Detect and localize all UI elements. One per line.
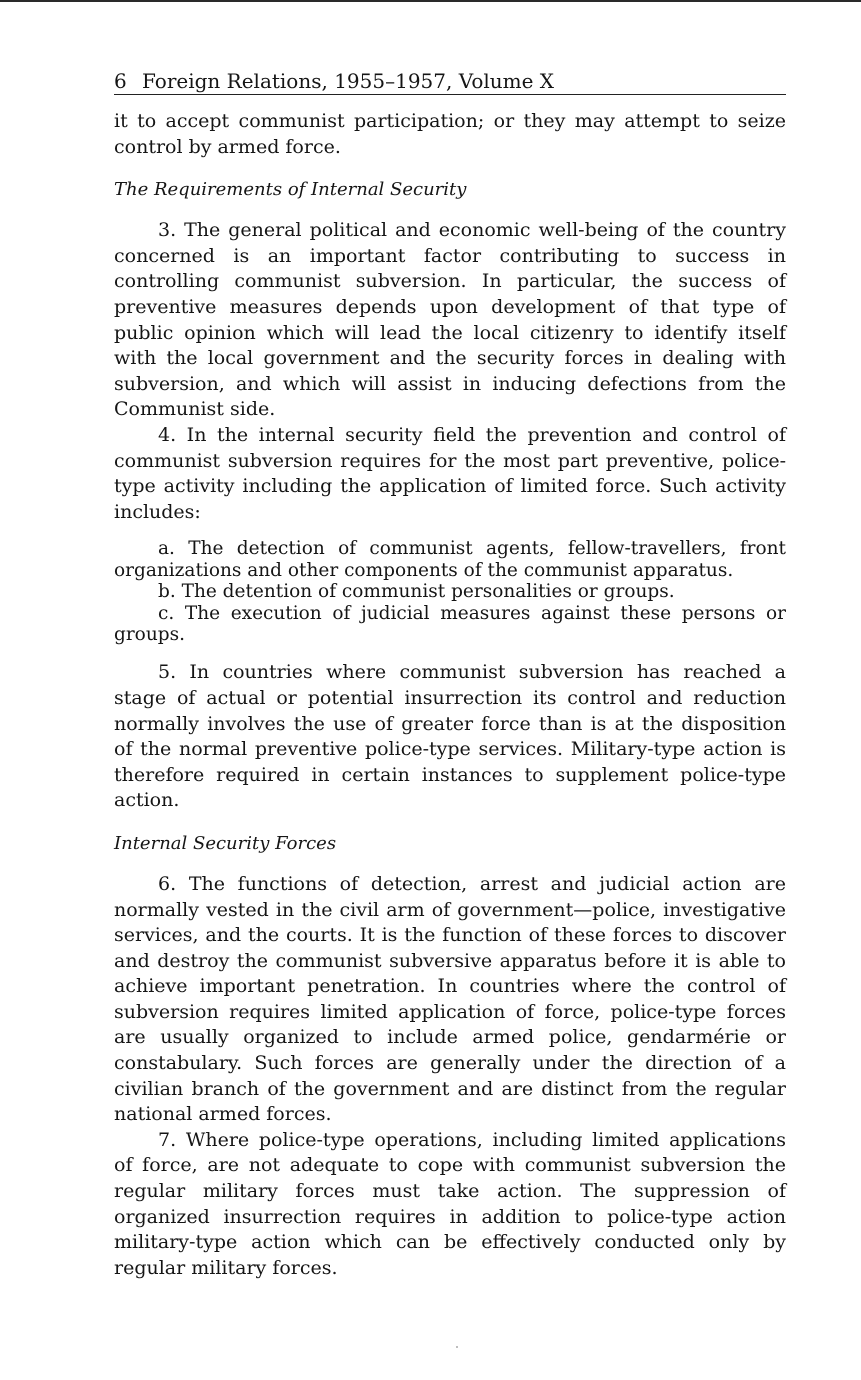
list-item-b: b. The detention of communist personalities or groups. [158, 581, 675, 603]
top-border-line [0, 0, 861, 2]
continuation-paragraph: it to accept communist participation; or they may attempt to seize control by armed force. [114, 110, 786, 158]
paragraph-5: 5. In countries where communist subversion has reached a stage of actual or potential insurrection its control and reduction normally involves the use of greater force than is at the disposition of the normal preventive police-type services. Military-type action is therefore required in certain instances to supplement police-type action. [114, 661, 786, 812]
section-heading-internal-security-requirements: The Requirements of Internal Security [114, 179, 467, 201]
page-number: 6 [114, 69, 127, 93]
document-page [114, 68, 786, 1281]
running-header [114, 68, 786, 95]
section-heading-internal-security-forces: Internal Security Forces [114, 832, 337, 854]
publication-title: Foreign Relations, 1955–1957, Volume X [142, 69, 555, 93]
paragraph-7: 7. Where police-type operations, including limited applications of force, are not adequate to cope with communist subversion the regular military forces must take action. The suppression of organized insurrection requires in addition to police-type action military-type action which can be effectively conducted only by regular military forces. [114, 1128, 786, 1279]
list-item-a: a. The detection of communist agents, fellow-travellers, front organizations and other components of the communist apparatus. [114, 538, 786, 581]
paragraph-3: 3. The general political and economic well-being of the country concerned is an important factor contributing to success in controlling communist subversion. In particular, the success of preventive measures depends upon development of that type of public opinion which will lead the local citizenry to identify itself with the local government and the security forces in dealing with subversion, and which will assist in inducing defections from the Communist side. [114, 219, 786, 421]
paragraph-6: 6. The functions of detection, arrest and judicial action are normally vested in the civil arm of government—police, investigative services, and the courts. It is the function of these forces to discover and destroy the communist subversive apparatus before it is able to achieve important penetration. In countries where the control of subversion requires limited application of force, police-type forces are usually organized to include armed police, gendarmérie or constabulary. Such forces are generally under the direction of a civilian branch of the government and are distinct from the regular national armed forces. [114, 872, 786, 1126]
list-item-c: c. The execution of judicial measures against these persons or groups. [114, 602, 786, 645]
paragraph-4: 4. In the internal security field the prevention and control of communist subversion requires for the most part preventive, police-type activity including the application of limited force. Such activity includes: [114, 423, 786, 523]
activity-list [114, 538, 786, 645]
scan-speck [456, 1346, 458, 1348]
